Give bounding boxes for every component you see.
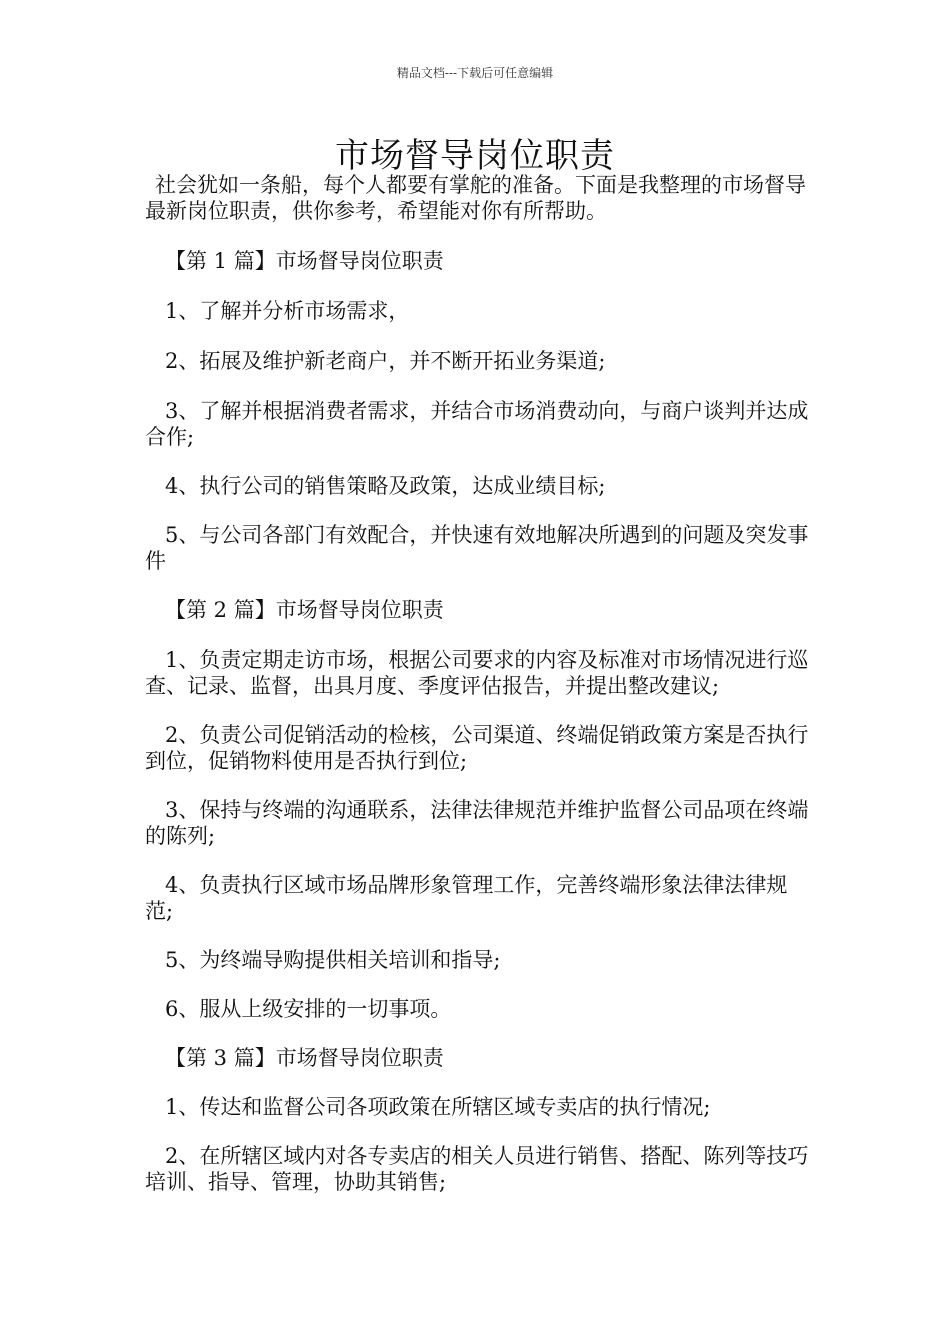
page-header: 精品文档---下载后可任意编辑 bbox=[396, 66, 554, 80]
section-1-item-4: 4、执行公司的销售策略及政策，达成业绩目标; bbox=[165, 474, 606, 498]
section-2-item-5: 5、为终端导购提供相关培训和指导; bbox=[165, 948, 501, 972]
section-3-item-1: 1、传达和监督公司各项政策在所辖区域专卖店的执行情况; bbox=[165, 1095, 711, 1119]
section-2-item-3: 3、保持与终端的沟通联系，法律法律规范并维护监督公司品项在终端的陈列; bbox=[145, 798, 809, 848]
section-2-item-4: 4、负责执行区域市场品牌形象管理工作，完善终端形象法律法律规范; bbox=[145, 873, 788, 923]
section-1-item-2: 2、拓展及维护新老商户，并不断开拓业务渠道; bbox=[165, 349, 606, 373]
section-2-item-2: 2、负责公司促销活动的检核，公司渠道、终端促销政策方案是否执行到位，促销物料使用是否执行到位; bbox=[145, 723, 809, 773]
section-3-item-2: 2、在所辖区域内对各专卖店的相关人员进行销售、搭配、陈列等技巧培训、指导、管理，协助其销售; bbox=[145, 1144, 809, 1194]
section-heading-1: 【第 1 篇】市场督导岗位职责 bbox=[165, 249, 444, 273]
section-2-item-1: 1、负责定期走访市场，根据公司要求的内容及标准对市场情况进行巡查、记录、监督，出具月度、季度评估报告，并提出整改建议; bbox=[145, 648, 809, 698]
section-heading-3: 【第 3 篇】市场督导岗位职责 bbox=[165, 1046, 444, 1070]
section-1-item-1: 1、了解并分析市场需求， bbox=[165, 299, 410, 323]
section-1-item-5: 5、与公司各部门有效配合，并快速有效地解决所遇到的问题及突发事件 bbox=[145, 523, 809, 573]
document-title: 市场督导岗位职责 bbox=[335, 136, 615, 176]
section-heading-2: 【第 2 篇】市场督导岗位职责 bbox=[165, 598, 444, 622]
section-2-item-6: 6、服从上级安排的一切事项。 bbox=[165, 997, 452, 1021]
document-body bbox=[145, 172, 810, 1195]
section-1-item-3: 3、了解并根据消费者需求，并结合市场消费动向，与商户谈判并达成合作; bbox=[145, 399, 809, 449]
intro-paragraph: 社会犹如一条船，每个人都要有掌舵的准备。下面是我整理的市场督导最新岗位职责，供你参考，希望能对你有所帮助。 bbox=[145, 173, 806, 223]
